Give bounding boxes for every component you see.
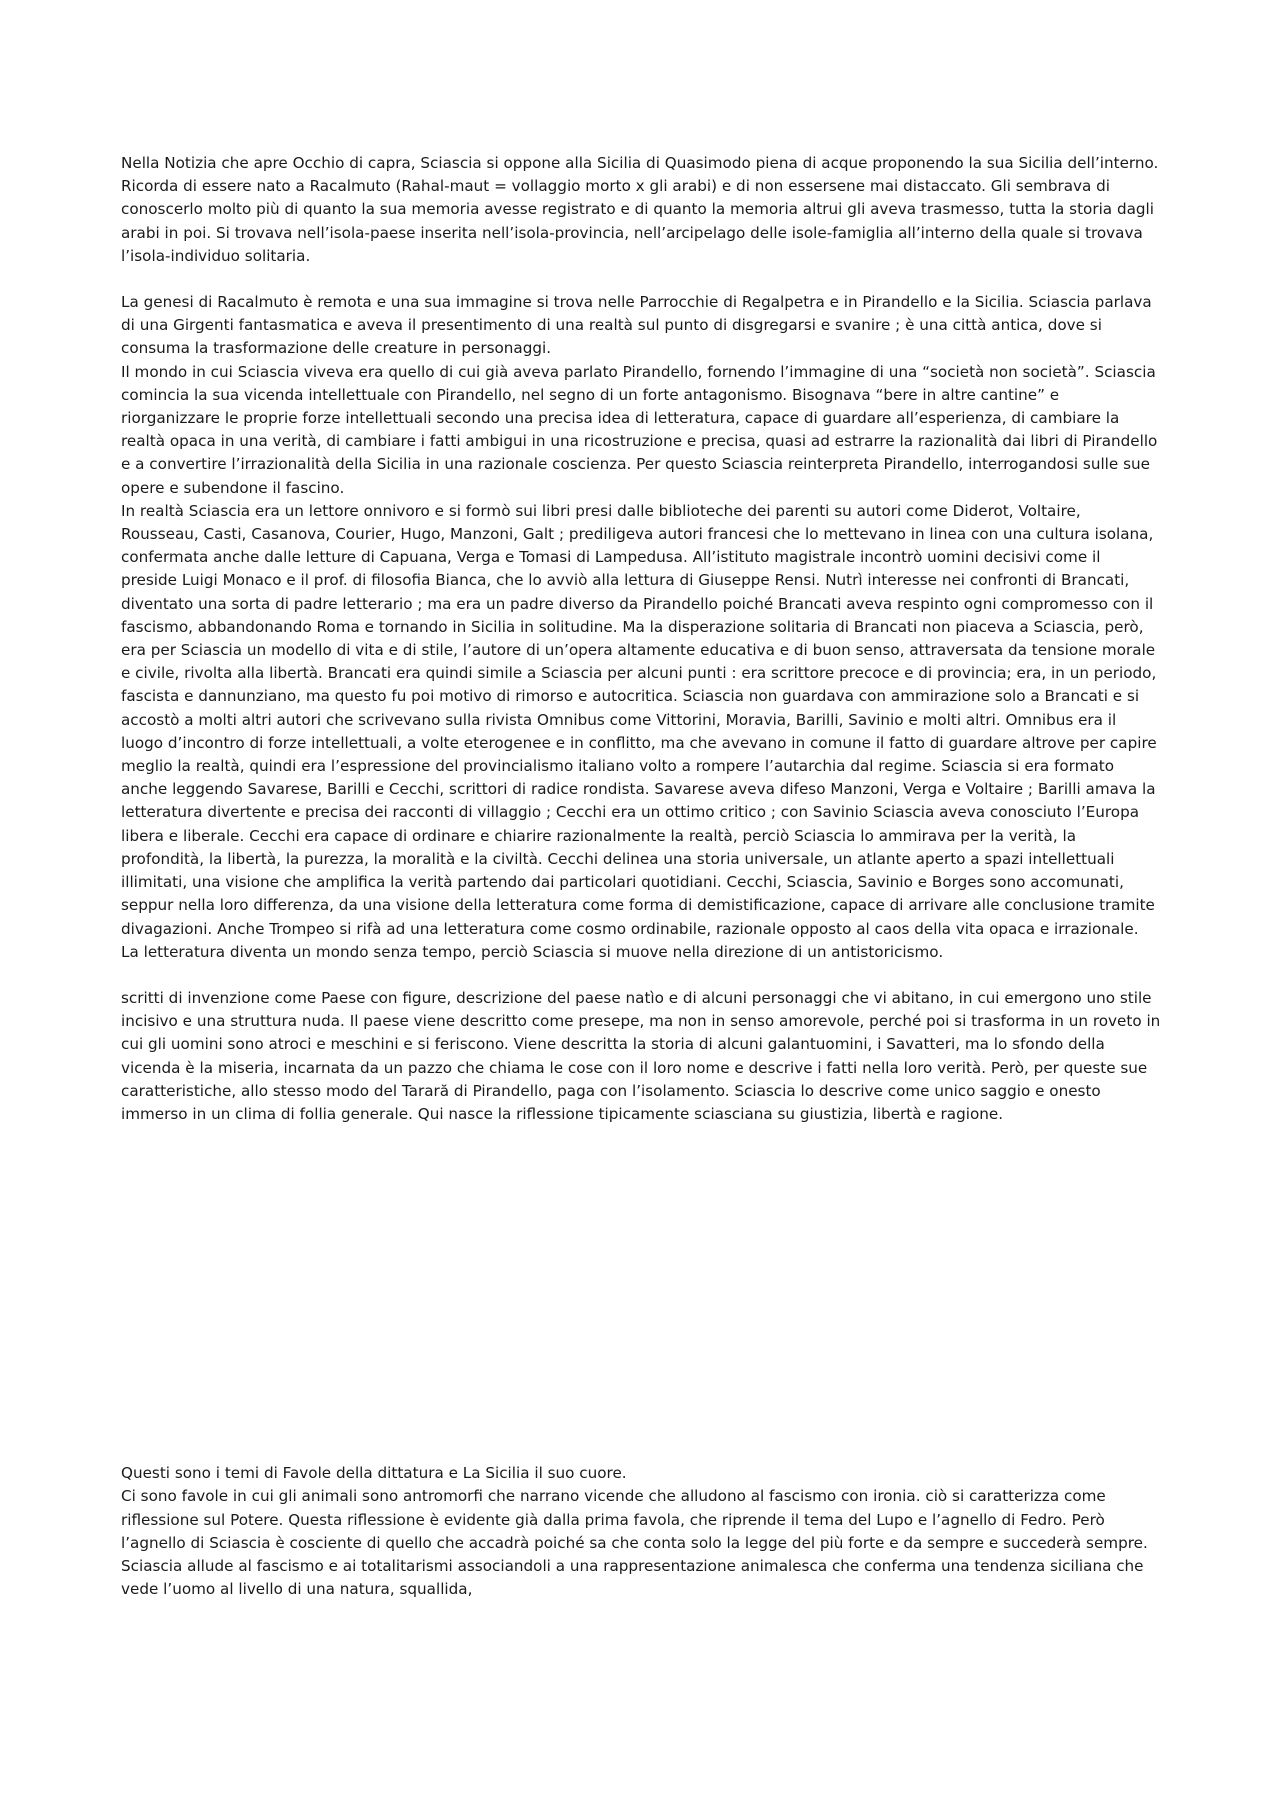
paragraph-mondo: Il mondo in cui Sciascia viveva era quello di cui già aveva parlato Pirandello, fornendo l’immagine di una “società non società”. Sciascia comincia la sua vicenda intellettuale con Pirandello, nel segno di un forte antagonismo. Bisognava “bere in altre cantine” e riorganizzare le proprie forze intellettuali secondo una precisa idea di letteratura, capace di guardare all’esperienza, di cambiare la realtà opaca in una verità, di cambiare i fatti ambigui in una ricostruzione e precisa, quasi ad estrarre la razionalità dai libri di Pirandello e a convertire l’irrazionalità della Sicilia in una razionale coscienza. Per questo Sciascia reinterpreta Pirandello, interrogandosi sulle sue opere e subendone il fascino. [121,362,1158,497]
paragraph-genesi: La genesi di Racalmuto è remota e una sua immagine si trova nelle Parrocchie di Regalpetra e in Pirandello e la Sicilia. Sciascia parlava di una Girgenti fantasmatica e aveva il presentimento di una realtà sul punto di disgregarsi e svanire ; è una città antica, dove si consuma la trasformazione delle creature in personaggi. [121,293,1152,358]
paragraph-lettore: In realtà Sciascia era un lettore onnivoro e si formò sui libri presi dalle biblioteche dei parenti su autori come Diderot, Voltaire, Rousseau, Casti, Casanova, Courier, Hugo, Manzoni, Galt ; prediligeva autori francesi che lo mettevano in linea con una cultura isolana, confermata anche dalle letture di Capuana, Verga e Tomasi di Lampedusa. All’istituto magistrale incontrò uomini decisivi come il preside Luigi Monaco e il prof. di filosofia Bianca, che lo avviò alla lettura di Giuseppe Rensi. Nutrì interesse nei confronti di Brancati, diventato una sorta di padre letterario ; ma era un padre diverso da Pirandello poiché Brancati aveva respinto ogni compromesso con il fascismo, abbandonando Roma e tornando in Sicilia in solitudine. Ma la disperazione solitaria di Brancati non piaceva a Sciascia, però, era per Sciascia un modello di vita e di stile, l’autore di un’opera altamente educativa e di buon senso, attraversata da tensione morale e civile, rivolta alla libertà. Brancati era quindi simile a Sciascia per alcuni punti : era scrittore precoce e di provincia; era, in un periodo, fascista e dannunziano, ma questo fu poi motivo di rimorso e autocritica. Sciascia non guardava con ammirazione solo a Brancati e si accostò a molti altri autori che scrivevano sulla rivista Omnibus come Vittorini, Moravia, Barilli, Savinio e molti altri. Omnibus era il luogo d’incontro di forze intellettuali, a volte eterogenee e in conflitto, ma che avevano in comune il fatto di guardare altrove per capire meglio la realtà, quindi era l’espressione del provincialismo italiano volto a rompere l’autarchia dal regime. Sciascia si era formato anche leggendo Savarese, Barilli e Cecchi, scrittori di radice rondista. Savarese aveva difeso Manzoni, Verga e Voltaire ; Barilli amava la letteratura divertente e precisa dei racconti di villaggio ; Cecchi era un ottimo critico ; con Savinio Sciascia aveva conosciuto l’Europa libera e liberale. Cecchi era capace di ordinare e chiarire razionalmente la realtà, perciò Sciascia lo ammirava per la verità, la profondità, la libertà, la purezza, la moralità e la civiltà. Cecchi delinea una storia universale, un atlante aperto a spazi intellettuali illimitati, una visione che amplifica la verità partendo dai particolari quotidiani. Cecchi, Sciascia, Savinio e Borges sono accomunati, seppur nella loro differenza, da una visione della letteratura come forma di demistificazione, capace di arrivare alle conclusione tramite divagazioni. Anche Trompeo si rifà ad una letteratura come cosmo ordinabile, razionale opposto al caos della vita opaca e irrazionale. La letteratura diventa un mondo senza tempo, perciò Sciascia si muove nella direzione di un antistoricismo. [121,501,1157,961]
paragraph-notizia: Nella Notizia che apre Occhio di capra, Sciascia si oppone alla Sicilia di Quasimodo piena di acque proponendo la sua Sicilia dell’interno. Ricorda di essere nato a Racalmuto (Rahal-maut = vollaggio morto x gli arabi) e di non essersene mai distaccato. Gli sembrava di conoscerlo molto più di quanto la sua memoria avesse registrato e di quanto la memoria altrui gli aveva trasmesso, tutta la storia dagli arabi in poi. Si trovava nell’isola-paese inserita nell’isola-provincia, nell’arcipelago delle isole-famiglia all’interno della quale si trovava l’isola-individuo solitaria. [121,154,1159,265]
paragraph-scritti: scritti di invenzione come Paese con figure, descrizione del paese natìo e di alcuni personaggi che vi abitano, in cui emergono uno stile incisivo e una struttura nuda. Il paese viene descritto come presepe, ma non in senso amorevole, perché poi si trasforma in un roveto in cui gli uomini sono atroci e meschini e si feriscono. Viene descritta la storia di alcuni galantuomini, i Savatteri, ma lo sfondo della vicenda è la miseria, incarnata da un pazzo che chiama le cose con il loro nome e descrive i fatti nella loro verità. Però, per queste sue caratteristiche, allo stesso modo del Tarară di Pirandello, paga con l’isolamento. Sciascia lo descrive come unico saggio e onesto immerso in un clima di follia generale. Qui nasce la riflessione tipicamente sciasciana su giustizia, libertà e ragione. [121,988,1161,1123]
blank-space [121,1126,1161,1462]
paragraph-favole: Ci sono favole in cui gli animali sono antromorfi che narrano vicende che alludono al fascismo con ironia. ciò si caratterizza come riflessione sul Potere. Questa riflessione è evidente già dalla prima favola, che riprende il tema del Lupo e l’agnello di Fedro. Però l’agnello di Sciascia è cosciente di quello che accadrà poiché sa che conta solo la legge del più forte e da sempre e succederà sempre. Sciascia allude al fascismo e ai totalitarismi associandoli a una rappresentazione animalesca che conferma una tendenza siciliana che vede l’uomo al livello di una natura, squallida, [121,1487,1148,1599]
paragraph-spacer [121,268,1161,291]
paragraph-spacer [121,964,1161,987]
document-page [121,152,1161,1601]
paragraph-temi: Questi sono i temi di Favole della dittatura e La Sicilia il suo cuore. [121,1464,627,1483]
